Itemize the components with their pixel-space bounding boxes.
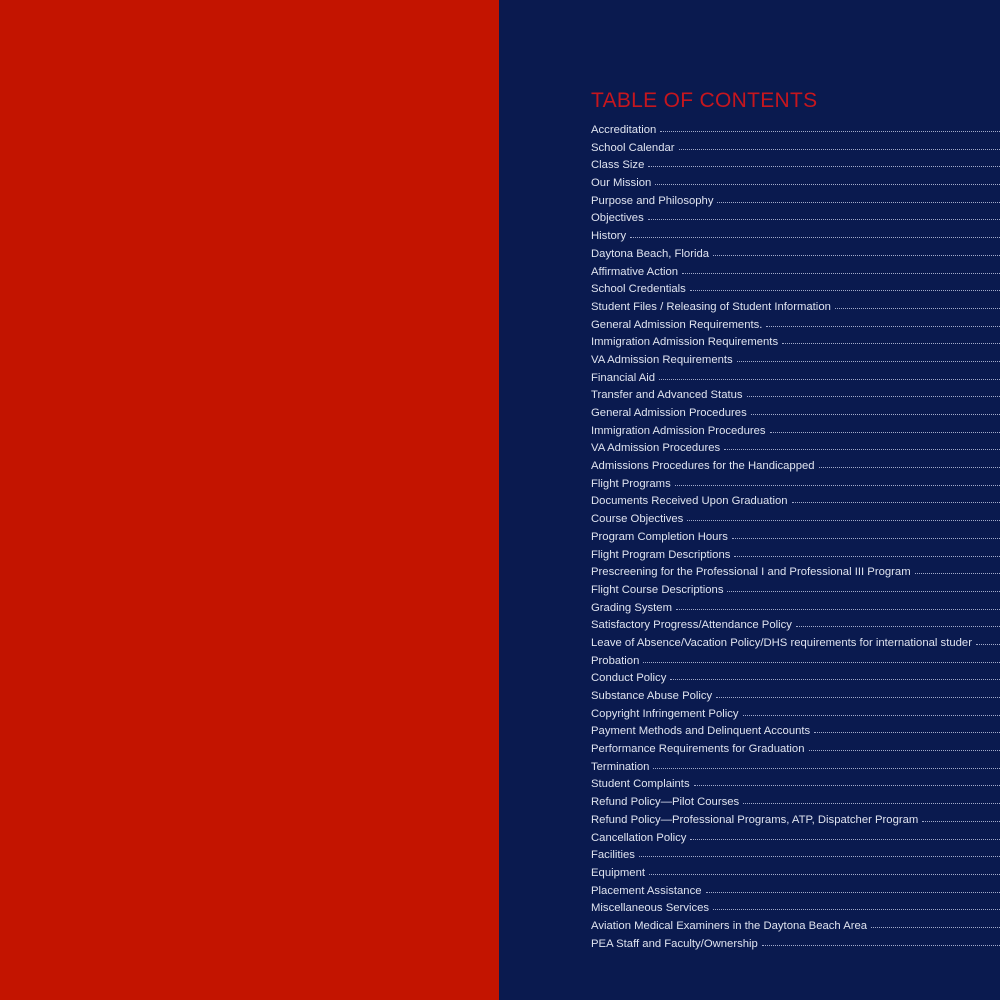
toc-dot-leader: [976, 643, 1000, 645]
toc-entry[interactable]: [591, 175, 1000, 193]
toc-dot-leader: [814, 731, 1000, 733]
toc-entry-label: VA Admission Procedures: [591, 442, 721, 455]
toc-entry-label: School Calendar: [591, 141, 675, 154]
toc-entry[interactable]: [591, 299, 1000, 317]
toc-entry-label: Program Completion Hours: [591, 530, 728, 543]
toc-entry-label: Daytona Beach, Florida: [591, 247, 710, 260]
toc-entry[interactable]: [591, 759, 1000, 777]
toc-entry-label: Flight Programs: [591, 477, 671, 490]
toc-entry-label: Class Size: [591, 159, 645, 172]
toc-entry[interactable]: [591, 405, 1000, 423]
toc-entry-label: Transfer and Advanced Status: [591, 389, 743, 402]
toc-entry[interactable]: [591, 423, 1000, 441]
toc-dot-leader: [770, 431, 1000, 433]
toc-entry-label: Refund Policy—Pilot Courses: [591, 796, 740, 809]
toc-entry[interactable]: [591, 600, 1000, 618]
toc-entry[interactable]: [591, 741, 1000, 759]
toc-dot-leader: [679, 148, 1000, 150]
toc-entry-label: Immigration Admission Procedures: [591, 424, 766, 437]
toc-dot-leader: [915, 572, 1000, 574]
toc-entry-label: Our Mission: [591, 177, 652, 190]
toc-entry[interactable]: [591, 228, 1000, 246]
toc-entry-label: Miscellaneous Services: [591, 902, 710, 915]
toc-dot-leader: [819, 466, 1000, 468]
toc-entry-label: Termination: [591, 760, 650, 773]
toc-entry[interactable]: [591, 334, 1000, 352]
toc-dot-leader: [713, 254, 1000, 256]
toc-entry-label: Equipment: [591, 866, 646, 879]
toc-entry[interactable]: [591, 918, 1000, 936]
toc-entry[interactable]: [591, 635, 1000, 653]
toc-entry[interactable]: [591, 723, 1000, 741]
toc-dot-leader: [737, 360, 1000, 362]
toc-entry-label: Purpose and Philosophy: [591, 194, 714, 207]
toc-entry[interactable]: [591, 847, 1000, 865]
toc-entry-label: Grading System: [591, 601, 672, 614]
toc-entry-label: Facilities: [591, 849, 635, 862]
toc-entry-label: Aviation Medical Examiners in the Daytona Beach Area: [591, 919, 868, 932]
toc-entry-label: School Credentials: [591, 283, 686, 296]
toc-entry-label: PEA Staff and Faculty/Ownership: [591, 937, 758, 950]
toc-list: [591, 122, 1000, 953]
toc-dot-leader: [659, 378, 1000, 380]
toc-dot-leader: [675, 484, 1000, 486]
toc-dot-leader: [751, 413, 1000, 415]
toc-entry-label: Affirmative Action: [591, 265, 679, 278]
toc-entry-label: History: [591, 230, 627, 243]
toc-dot-leader: [676, 608, 1000, 610]
toc-dot-leader: [716, 696, 1000, 698]
toc-entry-label: Placement Assistance: [591, 884, 702, 897]
toc-dot-leader: [690, 838, 1000, 840]
toc-entry-label: Performance Requirements for Graduation: [591, 743, 805, 756]
toc-dot-leader: [796, 625, 1000, 627]
toc-entry[interactable]: [591, 812, 1000, 830]
toc-entry[interactable]: [591, 281, 1000, 299]
toc-dot-leader: [687, 519, 1000, 521]
toc-dot-leader: [792, 501, 1000, 503]
toc-entry[interactable]: [591, 900, 1000, 918]
toc-entry-label: Probation: [591, 654, 640, 667]
toc-dot-leader: [727, 590, 1000, 592]
toc-entry-label: Refund Policy—Professional Programs, ATP, Dispatcher Program: [591, 813, 919, 826]
toc-entry-label: General Admission Requirements.: [591, 318, 763, 331]
toc-entry-label: Cancellation Policy: [591, 831, 687, 844]
toc-dot-leader: [649, 873, 1000, 875]
toc-entry-label: Flight Program Descriptions: [591, 548, 731, 561]
toc-entry-label: Accreditation: [591, 124, 657, 136]
toc-dot-leader: [648, 165, 1000, 167]
toc-entry[interactable]: [591, 776, 1000, 794]
toc-dot-leader: [639, 855, 1000, 857]
right-navy-panel: [499, 0, 1000, 1000]
toc-entry[interactable]: [591, 440, 1000, 458]
toc-entry[interactable]: [591, 317, 1000, 335]
toc-dot-leader: [809, 749, 1000, 751]
toc-dot-leader: [682, 272, 1000, 274]
toc-entry[interactable]: [591, 830, 1000, 848]
toc-entry-label: Objectives: [591, 212, 644, 225]
toc-entry[interactable]: [591, 706, 1000, 724]
toc-dot-leader: [713, 908, 1000, 910]
toc-entry-label: Student Complaints: [591, 778, 690, 791]
toc-entry-label: Satisfactory Progress/Attendance Policy: [591, 619, 792, 632]
toc-entry-label: VA Admission Requirements: [591, 353, 733, 366]
toc-entry-label: Admissions Procedures for the Handicapped: [591, 460, 815, 473]
toc-entry[interactable]: [591, 476, 1000, 494]
toc-dot-leader: [743, 802, 1000, 804]
toc-dot-leader: [766, 325, 1000, 327]
toc-entry[interactable]: [591, 246, 1000, 264]
toc-dot-leader: [717, 201, 1000, 203]
toc-entry[interactable]: [591, 264, 1000, 282]
toc-dot-leader: [835, 307, 1000, 309]
toc-title: TABLE OF CONTENTS: [591, 89, 818, 112]
left-red-panel: [0, 0, 499, 1000]
toc-entry-label: Substance Abuse Policy: [591, 690, 713, 702]
toc-dot-leader: [734, 555, 1000, 557]
toc-entry-label: Financial Aid: [591, 371, 656, 384]
toc-entry-label: Conduct Policy: [591, 672, 667, 685]
toc-entry[interactable]: [591, 794, 1000, 812]
toc-dot-leader: [660, 130, 1000, 132]
toc-entry[interactable]: [591, 653, 1000, 671]
toc-dot-leader: [690, 289, 1000, 291]
toc-dot-leader: [630, 236, 1000, 238]
toc-entry[interactable]: [591, 865, 1000, 883]
toc-dot-leader: [871, 926, 1000, 928]
toc-dot-leader: [762, 944, 1000, 946]
toc-dot-leader: [670, 678, 1000, 680]
toc-entry[interactable]: [591, 582, 1000, 600]
toc-dot-leader: [653, 767, 1000, 769]
toc-entry[interactable]: [591, 210, 1000, 228]
toc-entry[interactable]: [591, 193, 1000, 211]
toc-dot-leader: [643, 661, 1000, 663]
toc-entry[interactable]: [591, 458, 1000, 476]
toc-entry-label: Student Files / Releasing of Student Information: [591, 300, 831, 313]
toc-entry[interactable]: [591, 493, 1000, 511]
toc-entry[interactable]: [591, 352, 1000, 370]
toc-entry[interactable]: [591, 547, 1000, 565]
toc-dot-leader: [655, 183, 1000, 185]
toc-dot-leader: [706, 891, 1000, 893]
toc-dot-leader: [782, 342, 1000, 344]
toc-dot-leader: [922, 820, 1000, 822]
toc-dot-leader: [694, 784, 1000, 786]
toc-entry[interactable]: [591, 936, 1000, 954]
toc-entry-label: Documents Received Upon Graduation: [591, 495, 788, 508]
toc-entry[interactable]: [591, 157, 1000, 175]
toc-entry[interactable]: [591, 883, 1000, 901]
toc-entry-label: Prescreening for the Professional I and Professional III Program: [591, 566, 911, 579]
toc-entry-label: Copyright Infringement Policy: [591, 707, 739, 720]
toc-entry[interactable]: [591, 511, 1000, 529]
toc-entry[interactable]: [591, 529, 1000, 547]
toc-dot-leader: [648, 218, 1000, 220]
toc-dot-leader: [743, 714, 1000, 716]
toc-entry[interactable]: [591, 387, 1000, 405]
toc-entry-label: Flight Course Descriptions: [591, 583, 724, 596]
toc-entry-label: Payment Methods and Delinquent Accounts: [591, 725, 811, 738]
toc-entry-label: Immigration Admission Requirements: [591, 336, 779, 349]
toc-entry[interactable]: [591, 122, 1000, 140]
toc-entry[interactable]: [591, 370, 1000, 388]
toc-entry[interactable]: [591, 564, 1000, 582]
toc-entry[interactable]: [591, 617, 1000, 635]
toc-entry-label: Course Objectives: [591, 513, 684, 526]
toc-dot-leader: [747, 395, 1000, 397]
toc-entry[interactable]: [591, 688, 1000, 706]
toc-entry-label: General Admission Procedures: [591, 407, 747, 419]
toc-dot-leader: [732, 537, 1000, 539]
toc-dot-leader: [724, 448, 1000, 450]
toc-entry-label: Leave of Absence/Vacation Policy/DHS requirements for international studer: [591, 636, 972, 649]
toc-entry[interactable]: [591, 140, 1000, 158]
toc-entry[interactable]: [591, 670, 1000, 688]
